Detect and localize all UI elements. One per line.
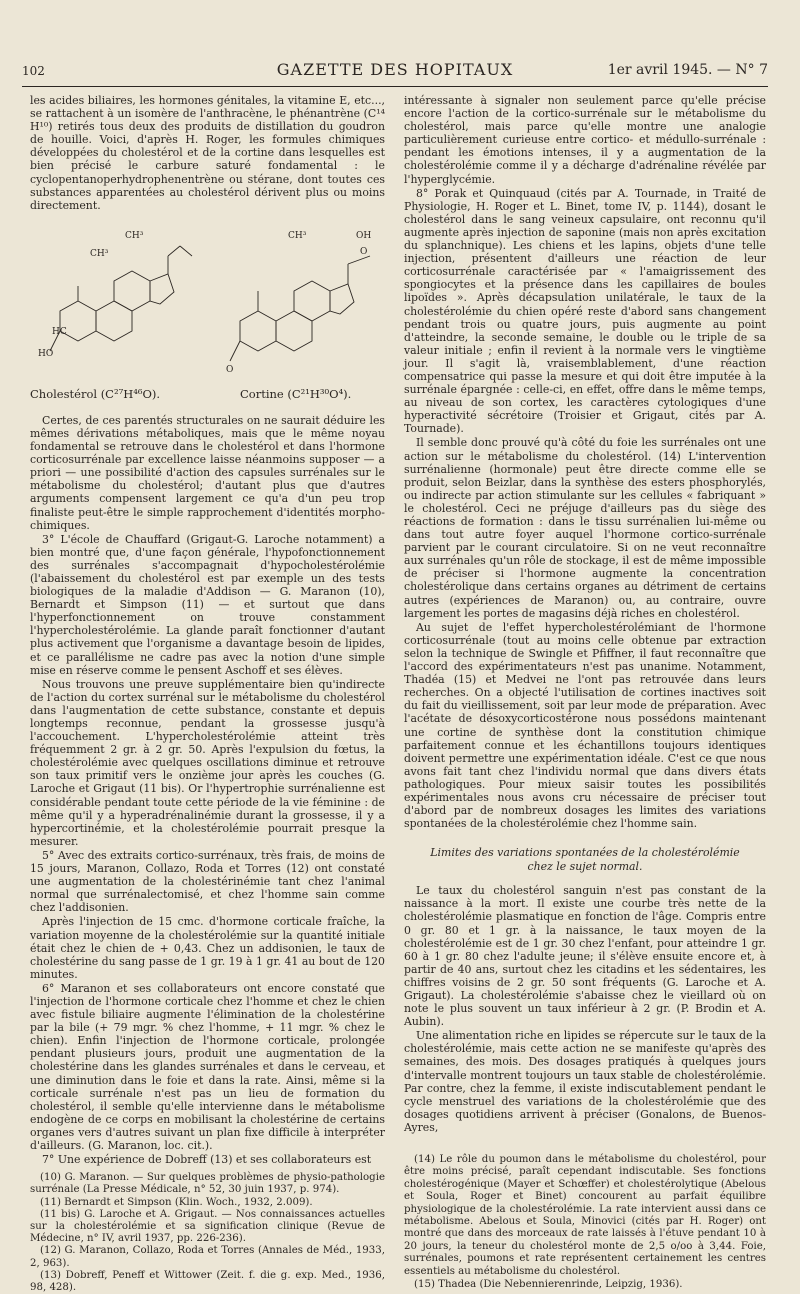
structural-formulas [30,216,385,406]
svg-text:O: O [226,364,234,375]
cortine-caption: Cortine (C²¹H³⁰O⁴). [240,386,352,401]
svg-text:HC: HC [52,326,67,337]
header-rule [22,86,768,87]
cholesterol-structure [38,231,192,359]
journal-title: GAZETTE DES HOPITAUX [276,60,514,79]
body-paragraph: 7° Une expérience de Dobreff (13) et ses collaborateurs est [42,1153,372,1167]
svg-text:CH³: CH³ [125,230,144,241]
page-header [22,60,768,84]
subheading-line: Limites des variations spontanées de la cholestérolémie [430,846,740,860]
svg-text:HO: HO [38,348,54,359]
footnote: (10) G. Maranon. — Sur quelques problèmes de physio-pathologie surrénale (La Presse Médicale, n° 52, 30 juin 1937, p. 974). [30,1172,385,1196]
footnote: (11) Bernardt et Simpson (Klin. Woch., 1932, 2.009). [40,1196,313,1208]
cortine-structure [226,231,371,375]
body-paragraph: intéressante à signaler non seulement parce qu'elle précise encore l'action de la cortico-surrénale sur le métabolisme du cholestérol, mais parce qu'elle montre une analogie particulièrement curieuse entre cortico- et médullo-surrénale : pendant les émotions intenses, il y a augmentation de la cholestérolémie comme il y a décharge d'adrénaline révélée par l'hyperglycémie. [404,94,766,186]
body-paragraph: 6° Maranon et ses collaborateurs ont encore constaté que l'injection de l'hormone corticale chez l'homme et chez le chien avec fistule biliaire augmente l'élimination de la cholestérine par la bile (+ 79 mgr. % chez l'homme, + 11 mgr. % chez le chien). Enfin l'injection de l'hormone corticale, prolongée pendant plusieurs jours, produit une augmentation de la cholestérine dans les glandes surrénales et dans le cerveau, et une diminution dans le foie et dans la rate. Ainsi, même si la corticale surrénale n'est pas un lieu de formation du cholestérol, il semble qu'elle intervienne dans le métabolisme endogène de ce corps en mobilisant la cholestérine de certains organes vers d'autres suivant un plan fixe difficile à interpréter d'ailleurs. (G. Maranon, loc. cit.). [30,981,385,1152]
svg-text:O: O [360,246,368,257]
svg-text:CH³: CH³ [90,248,109,259]
footnotes [404,1154,766,1291]
footnote: (11 bis) G. Laroche et A. Grigaut. — Nos connaissances actuelles sur la cholestérolémie et sa signification clinique (Revue de Médecine, n° IV, avril 1937, pp. 226-236). [30,1208,385,1245]
intro-paragraph: les acides biliaires, les hormones génitales, la vitamine E, etc..., se rattachent à un isomère de l'anthracène, le phénantrène (C¹⁴ H¹⁰) retirés tous deux des produits de distillation du goudron de houille. Voici, d'après H. Roger, les formules chimiques développées du cholestérol et de la cortine dans lesquelles est bien précisé le carbure saturé fondamental : le cyclopentanoperhydrophenentrène ou stérane, dont toutes ces substances apparentées au cholestérol dérivent plus ou moins directement. [30,94,385,212]
right-column [404,94,766,1293]
footnote: (12) G. Maranon, Collazo, Roda et Torres (Annales de Méd., 1933, 2, 963). [30,1245,385,1269]
body-paragraph: Il semble donc prouvé qu'à côté du foie les surrénales ont une action sur le métabolisme du cholestérol. (14) L'intervention surrénalienne (hormonale) peut être directe comme elle se produit, selon Beizlar, dans la synthèse des esters phosphorylés, ou indirecte par action stimulante sur les cellules « fabriquant » le cholestérol. Ceci ne préjuge d'ailleurs pas du siège des réactions de formation : dans le tissu surrénalien lui-même ou dans tout autre foyer auquel l'hormone cortico-surrénale parvient par le courant circulatoire. Si on ne veut reconnaître aux surrénales qu'un rôle de stockage, il est de même impossible de préciser si l'hormone augmente la concentration cholestérolique dans certains organes au détriment de certains autres (expériences de Maranon) ou, au contraire, ouvre largement les portes de magasins déjà riches en cholestérol. [404,436,766,620]
section-subheading [404,846,766,874]
page-number: 102 [22,64,45,78]
body-paragraph: Une alimentation riche en lipides se répercute sur le taux de la cholestérolémie, mais cette action ne se manifeste qu'après des semaines, des mois. Des dosages pratiqués à quelques jours d'intervalle montrent toujours un taux stable de cholestérolémie. Par contre, chez la femme, il existe indiscutablement pendant le cycle menstruel des variations de la cholestérolémie que des dosages quotidiens arrivent à préciser (Gonalons, de Buenos-Ayres, [404,1029,766,1134]
cholesterol-caption: Cholestérol (C²⁷H⁴⁶O). [30,386,161,401]
svg-text:CH³: CH³ [288,230,307,241]
footnote: (13) Dobreff, Peneff et Wittower (Zeit. f. die g. exp. Med., 1936, 98, 428). [30,1269,385,1294]
footnotes [30,1172,385,1294]
svg-text:OH: OH [356,230,372,241]
footnote: (15) Thadea (Die Nebennierenrinde, Leipzig, 1936). [414,1279,683,1291]
body-paragraph: Nous trouvons une preuve supplémentaire bien qu'indirecte de l'action du cortex surrénal sur le métabolisme du cholestérol dans l'augmentation de cette substance, constante et depuis longtemps reconnue, pendant la grossesse jusqu'à l'accouchement. L'hypercholestérolémie atteint très fréquemment 2 gr. à 2 gr. 50. Après l'expulsion du fœtus, la cholestérolémie avec quelques oscillations diminue et retrouve son taux primitif vers le onzième jour après les couches (G. Laroche et Grigaut (11 bis). Or l'hypertrophie surrénalienne est considérable pendant toute cette période de la vie féminine : de même qu'il y a hyperadrénalinémie durant la grossesse, il y a hypercortinémie, et la cholestérolémie pourrait presque la mesurer. [30,677,385,848]
body-paragraph: Après l'injection de 15 cmc. d'hormone corticale fraîche, la variation moyenne de la cholestérolémie sur la quantité initiale était chez le chien de + 0,43. Chez un addisonien, le taux de cholestérine du sang passe de 1 gr. 19 à 1 gr. 41 au bout de 120 minutes. [30,915,385,981]
body-paragraph: Au sujet de l'effet hypercholestérolémiant de l'hormone corticosurrénale (tout au moins celle obtenue par extraction selon la technique de Swingle et Pfiffner, il faut reconnaître que l'accord des expérimentateurs n'est pas unanime. Notamment, Thadéa (15) et Medvei ne l'ont pas retrouvée dans leurs recherches. On a objecté l'utilisation de cortines inactives soit du fait du vieillissement, soit par leur mode de préparation. Avec l'acétate de désoxycorticostérone nous possédons maintenant une cortine de synthèse dont la constitution chimique parfaitement connue et les échantillons toujours identiques doivent permettre une expérimentation idéale. C'est ce que nous avons fait tant chez l'individu normal que dans divers états pathologiques. Pour mieux saisir toutes les possibilités expérimentales nous avons cru nécessaire de préciser tout d'abord par de nombreux dosages les limites des variations spontanées de la cholestérolémie chez l'homme sain. [404,620,766,831]
left-column [30,94,385,1294]
body-paragraph: Certes, de ces parentés structurales on ne saurait déduire les mêmes dérivations métaboliques, mais que le même noyau fondamental se retrouve dans le cholestérol et dans l'hormone corticosurrénale par excellence laisse néanmoins supposer — a priori — une possibilité d'action des capsules surrénales sur le métabolisme du cholestérol; d'autant plus que d'autres arguments compensent largement ce qu'a d'un peu trop finaliste peut-être le simple rapprochement d'identités morpho-chimiques. [30,413,385,532]
issue-date: 1er avril 1945. — N° 7 [607,62,768,78]
body-paragraph: Le taux du cholestérol sanguin n'est pas constant de la naissance à la mort. Il existe une courbe très nette de la cholestérolémie plasmatique en fonction de l'âge. Compris entre 0 gr. 80 et 1 gr. à la naissance, le taux moyen de la cholestérolémie est de 1 gr. 30 chez l'enfant, pour atteindre 1 gr. 60 à 1 gr. 80 chez l'adulte jeune; il s'élève ensuite encore et, à partir de 40 ans, surtout chez les citadins et les sédentaires, les chiffres voisins de 2 gr. 50 sont fréquents (G. Laroche et A. Grigaut). La cholestérolémie s'abaisse chez le vieillard où on note le plus souvent un taux inférieur à 2 gr. (P. Brodin et A. Aubin). [404,884,766,1029]
body-paragraph: 8° Porak et Quinquaud (cités par A. Tournade, in Traité de Physiologie, H. Roger et L. Binet, tome IV, p. 1144), dosant le cholestérol dans le sang veineux capsulaire, ont reconnu qu'il augmente après injection de saponine (mais non après excitation du splanchnique). Les chiens et les lapins, objets d'une telle injection, présentent d'ailleurs une réaction de leur corticosurrénale caractérisée par « l'amaigrissement des spongiocytes et la présence dans les capillaires de boules lipoïdes ». Après décapsulation unilatérale, le taux de la cholestérolémie du chien opéré reste d'abord sans changement pendant trois ou quatre jours, puis augmente au point d'atteindre, la seconde semaine, le double ou le triple de sa valeur initiale ; enfin il revient à la normale vers le vingtième jour. Il s'agit là, vraisemblablement, d'une réaction compensatrice qui passe la mesure et qui doit être imputée à la surrénale épargnée : celle-ci, en effet, offre dans le même temps, au niveau de son cortex, les caractères cytologiques d'une hyperactivité sécrétoire (Troisier et Grigaut, cités par A. Tournade). [404,186,766,436]
body-paragraph: 5° Avec des extraits cortico-surrénaux, très frais, de moins de 15 jours, Maranon, Collazo, Roda et Torres (12) ont constaté une augmentation de la cholestérinémie tant chez l'animal normal que surrénalectomisé, et chez l'homme sain comme chez l'addisonien. [30,848,385,915]
body-paragraph: 3° L'école de Chauffard (Grigaut-G. Laroche notamment) a bien montré que, d'une façon générale, l'hypofonctionnement des surrénales s'accompagnait d'hypocholestérolémie (l'abaissement du cholestérol est par exemple un des tests biologiques de la maladie d'Addison — G. Maranon (10), Bernardt et Simpson (11) — et surtout que dans l'hyperfonctionnement on trouve constamment l'hypercholestérolémie. La glande paraît fonctionner d'autant plus activement que l'organisme a davantage besoin de lipides, et ce parallélisme ne cadre pas avec la notion d'une simple mise en réserve comme le pensent Aschoff et ses élèves. [30,532,385,677]
footnote: (14) Le rôle du poumon dans le métabolisme du cholestérol, pour être moins précisé, paraît cependant indiscutable. Ses fonctions cholestérogénique (Mayer et Schœffer) et cholestérolytique (Abelous et Soula, Roger et Binet) concourent au parfait équilibre physiologique de la cholestérolémie. La rate intervient aussi dans ce métabolisme. Abelous et Soula, Minovici (cités par H. Roger) ont montré que dans des morceaux de rate laissés à l'étuve pendant 10 à 20 jours, la teneur du cholestérol monte de 2,5 o/oo à 3,44. Foie, surrénales, poumons et rate représentent certainement les centres essentiels au métabolisme du cholestérol. [404,1154,766,1277]
formula-drawings [30,216,385,406]
subheading-line: chez le sujet normal. [527,860,643,874]
